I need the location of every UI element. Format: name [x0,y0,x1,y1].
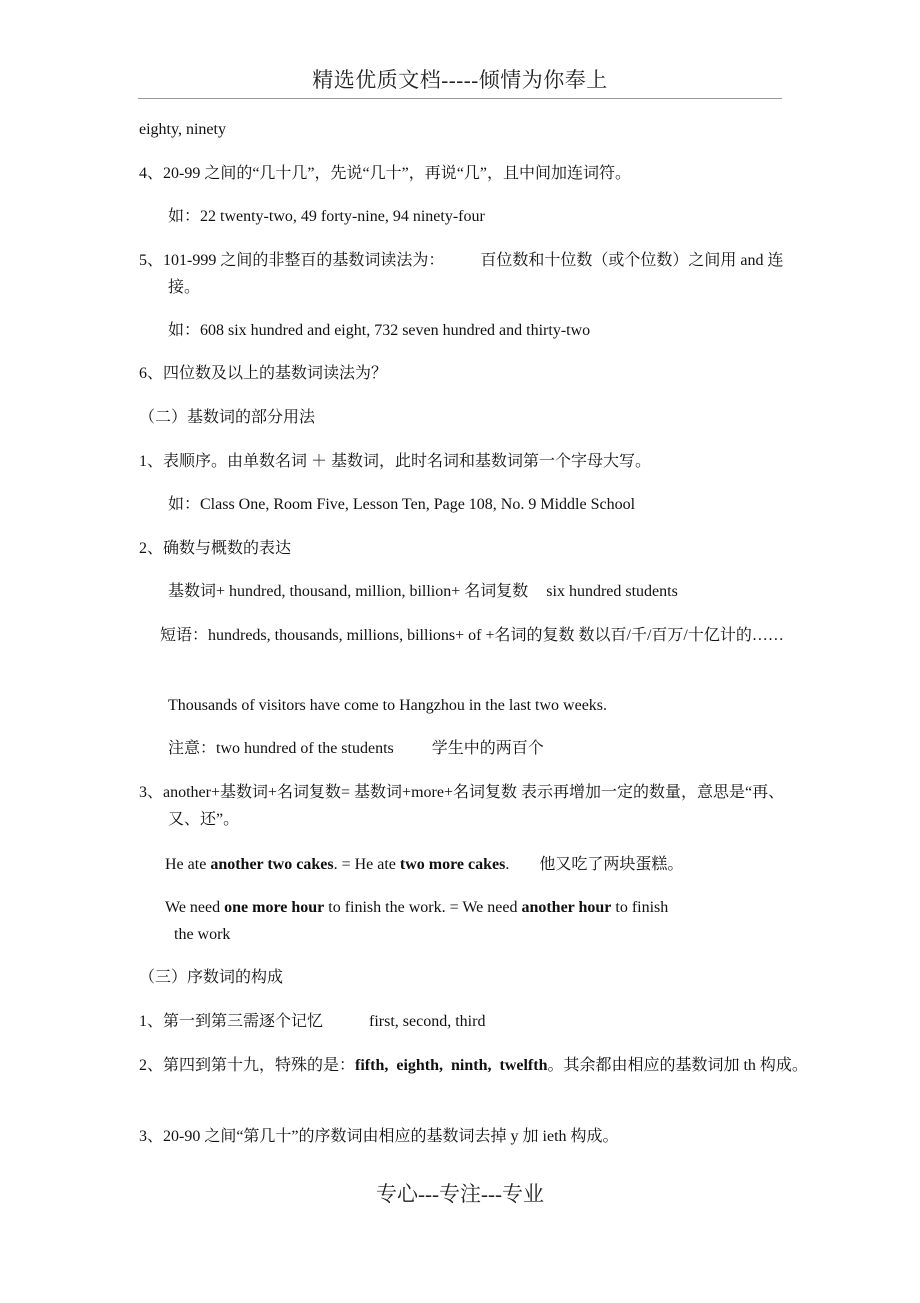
section-heading-2: （二）基数词的部分用法 [139,409,316,426]
translation: 他又吃了两块蛋糕。 [539,856,684,873]
text-span: We need [165,899,225,916]
example-continuation: the work [174,926,231,943]
text-span: . [505,856,510,873]
note-line [168,739,544,759]
example-line: 如：608 six hundred and eight, 732 seven hundred and thirty-two [168,322,591,339]
ordinal-examples: first, second, third [369,1013,486,1030]
ordinal-item-2 [139,1052,813,1079]
example-sentence [165,855,683,875]
usage-item-2: 2、确数与概数的表达 [139,540,292,557]
rule-item-6: 6、四位数及以上的基数词读法为？ [139,365,388,382]
formula-text: 基数词+ hundred, thousand, million, billion+ 名词复数 [168,583,529,600]
note-text: 注意：two hundred of the students [168,740,394,757]
text-span: 2、第四到第十九，特殊的是： [139,1057,356,1074]
text-span: to finish [611,899,669,916]
usage-item-3: 3、another+基数词+名词复数= 基数词+more+名词复数 表示再增加一定的数量，意思是“再、又、还”。 [139,784,785,828]
example-line: 如：22 twenty-two, 49 forty-nine, 94 ninety-four [168,208,485,225]
note-translation: 学生中的两百个 [431,740,544,757]
rule-item-5 [139,247,810,301]
formula-example: six hundred students [546,583,678,600]
example-line: 如：Class One, Room Five, Lesson Ten, Page 108, No. 9 Middle School [168,496,636,513]
rule-item-4: 4、20-99 之间的“几十几”，先说“几十”，再说“几”，且中间加连词符。 [139,165,631,182]
bold-phrase: two more cakes [399,856,506,873]
page-header: 精选优质文档-----倾情为你奉上 [312,68,608,92]
example-sentence [165,898,668,918]
bold-phrase: one more hour [224,899,325,916]
text-line: eighty, ninety [139,121,226,138]
example-sentence: Thousands of visitors have come to Hangzhou in the last two weeks. [168,697,608,714]
phrase-note: 短语：hundreds, thousands, millions, billions+ of +名词的复数 数以百/千/百万/十亿计的…… [160,627,784,644]
text-span: to finish the work. = We need [324,899,522,916]
usage-item-1: 1、表顺序。由单数名词 ＋ 基数词，此时名词和基数词第一个字母大写。 [139,453,652,470]
text-span: . = He ate [333,856,400,873]
header-divider [138,98,782,99]
bold-phrase: another two cakes [210,856,334,873]
ordinal-item-1 [139,1012,485,1032]
text-span: He ate [165,856,211,873]
formula-line [168,582,678,602]
text-span: 1、第一到第三需逐个记忆 [139,1013,324,1030]
rule-item-5-lead: 5、101-999 之间的非整百的基数词读法为： [139,252,445,269]
section-heading-3: （三）序数词的构成 [139,969,284,986]
ordinal-item-3: 3、20-90 之间“第几十”的序数词由相应的基数词去掉 y 加 ieth 构成。 [139,1128,619,1145]
bold-phrase: fifth, eighth, ninth, twelfth [355,1057,548,1074]
bold-phrase: another hour [521,899,612,916]
text-span: 。其余都由相应的基数词加 th 构成。 [547,1057,808,1074]
rule-item-5-body: 百位数和十位数（或个位数）之间用 and 连接。 [168,252,784,296]
page-footer: 专心---专注---专业 [376,1182,544,1206]
